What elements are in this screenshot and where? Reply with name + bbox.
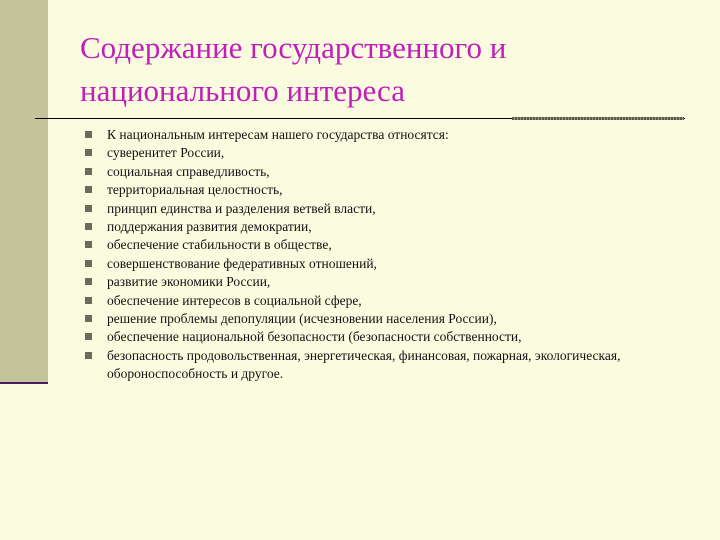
square-bullet-icon xyxy=(85,205,92,212)
bullet-text: обеспечение национальной безопасности (безопасности собственности, xyxy=(107,329,522,345)
bullet-text: решение проблемы депопуляции (исчезновении населения России), xyxy=(107,311,497,327)
square-bullet-icon xyxy=(85,131,92,138)
bullet-text: принцип единства и разделения ветвей власти, xyxy=(107,200,376,216)
bullet-text: совершенствование федеративных отношений, xyxy=(107,255,377,271)
square-bullet-icon xyxy=(85,149,92,156)
square-bullet-icon xyxy=(85,186,92,193)
square-bullet-icon xyxy=(85,315,92,322)
square-bullet-icon xyxy=(85,297,92,304)
square-bullet-icon xyxy=(85,352,92,359)
square-bullet-icon xyxy=(85,333,92,340)
bullet-item xyxy=(85,255,685,273)
bullet-item xyxy=(85,163,685,181)
bullet-list xyxy=(85,126,685,384)
bullet-text: развитие экономики России, xyxy=(107,274,271,290)
bullet-text: суверенитет России, xyxy=(107,145,225,161)
bullet-text: социальная справедливость, xyxy=(107,163,270,179)
bullet-text: К национальным интересам нашего государства относятся: xyxy=(107,127,449,142)
bullet-text: безопасность продовольственная, энергетическая, финансовая, пожарная, экологическая, обороноспособность и другое. xyxy=(107,347,621,382)
bullet-item xyxy=(85,218,685,236)
bullet-item xyxy=(85,144,685,162)
bullet-item xyxy=(85,200,685,218)
square-bullet-icon xyxy=(85,278,92,285)
bullet-text: территориальная целостность, xyxy=(107,182,283,198)
slide-title-line-1: Содержание государственного и xyxy=(80,30,507,65)
slide-title-line-2: национального интереса xyxy=(80,73,405,108)
bullet-text: обеспечение стабильности в обществе, xyxy=(107,237,332,253)
bullet-item xyxy=(85,328,685,346)
bullet-item xyxy=(85,310,685,328)
square-bullet-icon xyxy=(85,168,92,175)
bullet-item xyxy=(85,181,685,199)
left-band-underline xyxy=(0,382,48,384)
title-divider-accent xyxy=(512,117,684,120)
left-decorative-band xyxy=(0,0,48,382)
bullet-item xyxy=(85,236,685,254)
square-bullet-icon xyxy=(85,223,92,230)
bullet-item xyxy=(85,292,685,310)
square-bullet-icon xyxy=(85,260,92,267)
square-bullet-icon xyxy=(85,241,92,248)
bullet-text: поддержания развития демократии, xyxy=(107,219,312,235)
bullet-item xyxy=(85,273,685,291)
bullet-text: обеспечение интересов в социальной сфере, xyxy=(107,292,362,308)
bullet-item xyxy=(85,126,685,144)
bullet-item xyxy=(85,347,685,384)
slide-title xyxy=(80,26,700,112)
